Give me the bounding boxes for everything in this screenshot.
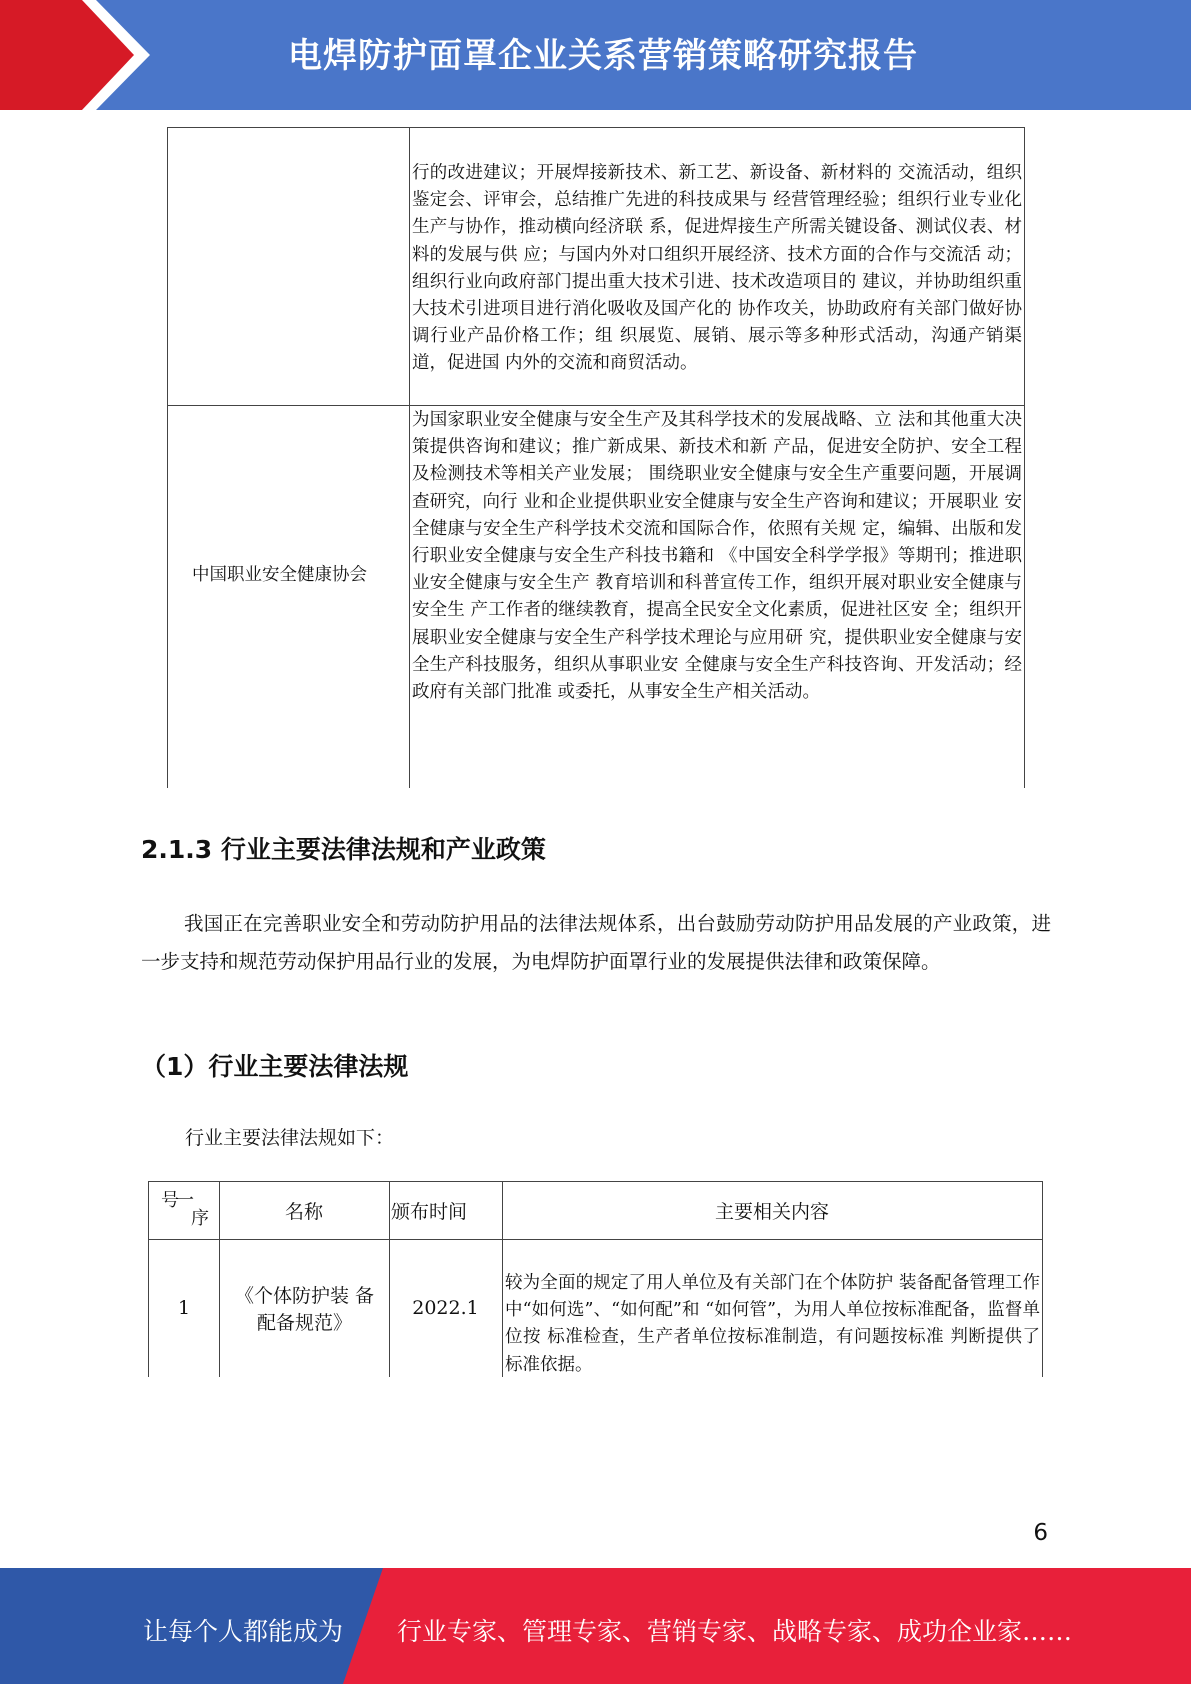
subsection-heading: （1）行业主要法律法规 <box>141 1052 409 1081</box>
table-row-divider <box>168 405 1024 406</box>
row-content: 较为全面的规定了用人单位及有关部门在个体防护 装备配备管理工作中“如何选”、“如何配”和 “如何管”，为用人单位按标准配备，监督单位按 标准检查，生产者单位按标准制造，有问题按标准 判断提供了标准依据。 <box>505 1273 1040 1375</box>
page-header <box>0 0 1191 110</box>
org-description-cell: 行的改进建议；开展焊接新技术、新工艺、新设备、新材料的 交流活动，组织鉴定会、评审会，总结推广先进的科技成果与 经营管理经验；组织行业专业化生产与协作，推动横向经济联 系，促进焊接生产所需关键设备、测试仪表、材料的发展与供 应；与国内外对口组织开展经济、技术方面的合作与交流活 动；组织行业向政府部门提出重大技术引进、技术改造项目的 建议，并协助组织重大技术引进项目进行消化吸收及国产化的 协作攻关，协助政府有关部门做好协调行业产品价格工作；组 织展览、展销、展示等多种形式活动，沟通产销渠道，促进国 内外的交流和商贸活动。 <box>412 163 1022 374</box>
row-date: 2022.1 <box>412 1297 479 1319</box>
organizations-table <box>167 127 1025 788</box>
org-description-cell: 为国家职业安全健康与安全生产及其科学技术的发展战略、立 法和其他重大决策提供咨询和建议；推广新成果、新技术和新 产品，促进安全防护、安全工程及检测技术等相关产业发展； 围绕职业安全健康与安全生产重要问题，开展调查研究，向行 业和企业提供职业安全健康与安全生产咨询和建议；开展职业 安全健康与安全生产科学技术交流和国际合作，依照有关规 定，编辑、出版和发行职业安全健康与安全生产科技书籍和 《中国安全科学学报》等期刊；推进职业安全健康与安全生产 教育培训和科普宣传工作，组织开展对职业安全健康与安全生 产工作者的继续教育，提高全民安全文化素质，促进社区安 全；组织开展职业安全健康与安全生产科学技术理论与应用研 究，提供职业安全健康与安全生产科技服务，组织从事职业安 全健康与安全生产科技咨询、开发活动；经政府有关部门批准 或委托，从事安全生产相关活动。 <box>412 410 1022 703</box>
section-heading: 2.1.3 行业主要法律法规和产业政策 <box>141 835 546 864</box>
page-number: 6 <box>1033 1520 1048 1546</box>
header-date: 颁布时间 <box>391 1201 468 1223</box>
header-content: 主要相关内容 <box>714 1201 829 1223</box>
report-title: 电焊防护面罩企业关系营销策略研究报告 <box>288 36 918 76</box>
header-seq-char: 一 <box>176 1190 194 1211</box>
table-intro-text: 行业主要法律法规如下： <box>185 1127 395 1149</box>
header-seq-char: 号 <box>161 1190 179 1211</box>
table-header-divider <box>149 1239 1042 1240</box>
row-seq: 1 <box>177 1297 191 1319</box>
header-seq-char: 序 <box>191 1208 209 1229</box>
section-paragraph: 我国正在完善职业安全和劳动防护用品的法律法规体系，出台鼓励劳动防护用品发展的产业政策，进一步支持和规范劳动保护用品行业的发展，为电焊防护面罩行业的发展提供法律和政策保障。 <box>141 912 1051 973</box>
page-footer <box>0 1568 1191 1684</box>
row-name: 《个体防护装 备配备规范》 <box>234 1285 375 1334</box>
footer-slogan-right: 行业专家、管理专家、营销专家、战略专家、成功企业家…… <box>397 1617 1073 1646</box>
footer-slogan-left: 让每个人都能成为 <box>143 1617 344 1646</box>
header-name: 名称 <box>284 1201 323 1223</box>
laws-table <box>148 1181 1043 1377</box>
table-column-divider <box>409 128 410 788</box>
org-name-cell: 中国职业安全健康协会 <box>192 565 367 585</box>
